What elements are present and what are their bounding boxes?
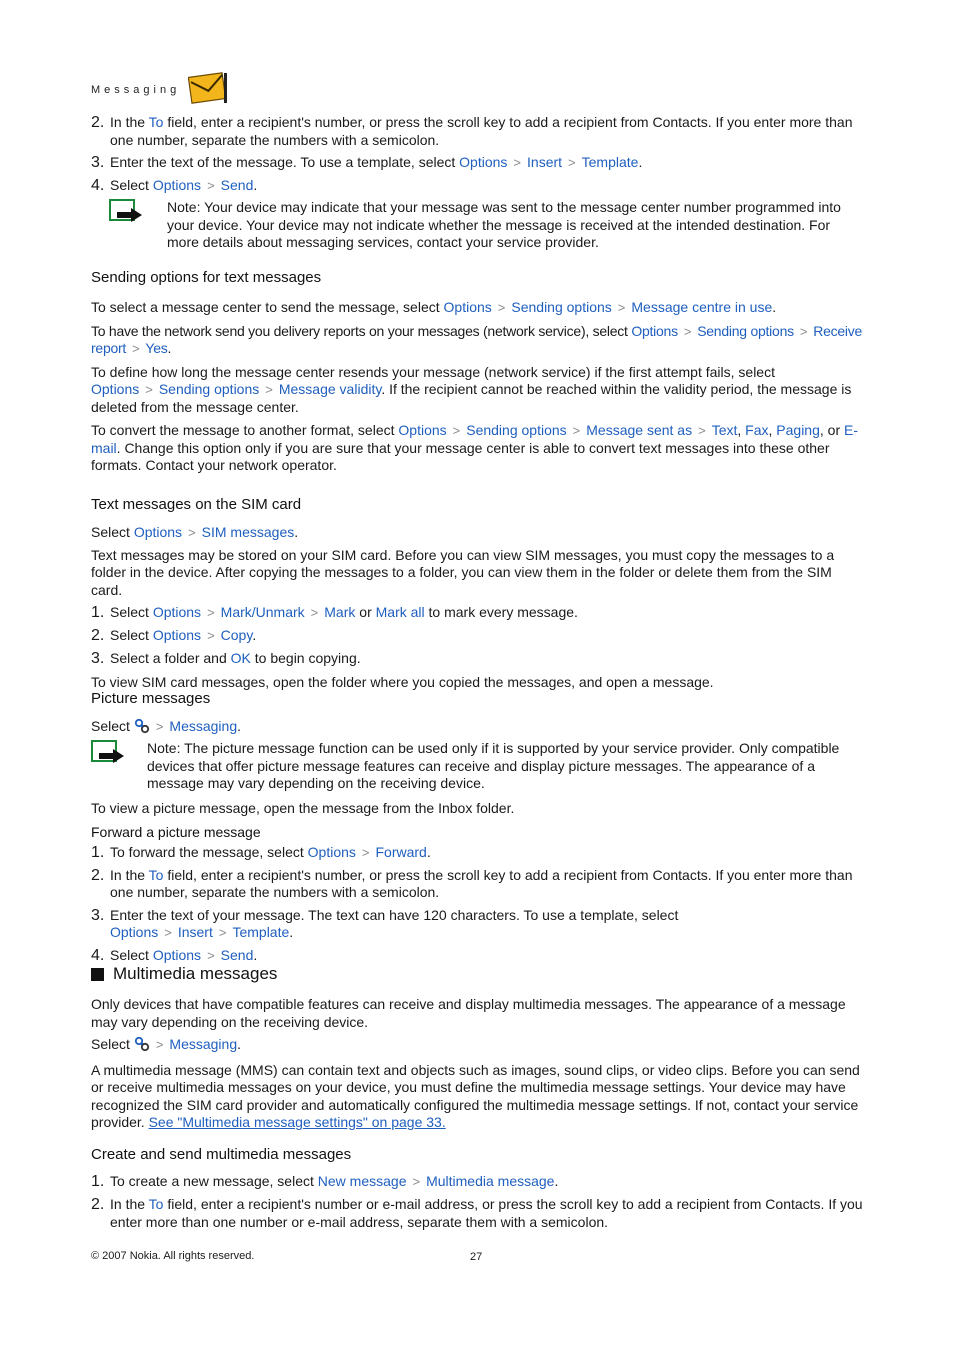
- paragraph: Select > Messaging.: [91, 1036, 864, 1057]
- menu-keyword: Options: [152, 604, 202, 620]
- paragraph: To convert the message to another format, select Options > Sending options > Message sent as > Text, Fax, Paging, or E-mail. Change this option only if you are sure that your message center is able to convert text messages into these other formats. Contact your network operator.: [91, 422, 858, 473]
- chevron-right-icon: >: [617, 300, 626, 315]
- menu-keyword: Insert: [527, 154, 563, 170]
- paragraph: To view a picture message, open the message from the Inbox folder.: [91, 800, 515, 816]
- menu-keyword: E-mail: [91, 422, 858, 456]
- subheading: Forward a picture message: [91, 823, 261, 840]
- menu-keyword: Options: [307, 843, 356, 860]
- menu-keyword: Mark: [324, 604, 356, 620]
- menu-keyword: Sending options: [158, 381, 260, 397]
- list-number: 2.: [91, 866, 105, 884]
- chevron-right-icon: >: [145, 382, 153, 397]
- menu-keyword: Options: [133, 524, 183, 540]
- menu-keyword: Message sent as: [586, 422, 693, 438]
- menu-keyword: Copy: [220, 627, 253, 643]
- list-number: 1.: [91, 843, 105, 861]
- paragraph: Text messages may be stored on your SIM card. Before you can view SIM messages, you must copy the messages to a folder in the device. After copying the messages to a folder, you can view them in the folder or delete them from the SIM card.: [91, 546, 835, 598]
- list-number: 3.: [91, 650, 105, 667]
- menu-keyword: Message centre in use: [631, 299, 773, 315]
- menu-keyword: Insert: [177, 924, 213, 940]
- list-number: 2.: [91, 114, 105, 131]
- picture-messages-text: [91, 718, 864, 739]
- note-label: Note:: [167, 199, 205, 215]
- menu-keyword: Receive report: [91, 322, 863, 356]
- list-item: 1. To forward the message, select Options > Forward.: [91, 843, 431, 861]
- chevron-right-icon: >: [155, 719, 164, 734]
- sending-options-text: [91, 299, 864, 475]
- menu-keyword: SIM messages: [201, 524, 295, 540]
- menu-keyword: Sending options: [511, 299, 612, 315]
- note-label: Note:: [147, 740, 185, 756]
- menu-keyword: Fax: [745, 422, 769, 438]
- paragraph: To have the network send you delivery reports on your messages (network service), select Options > Sending options > Receive report > Yes.: [91, 322, 863, 356]
- paragraph: To define how long the message center resends your message (network service) if the first attempt fails, select Options > Sending options > Message validity. If the recipient cannot be reached within the validity period, the message is deleted from the message center.: [91, 363, 852, 415]
- chevron-right-icon: >: [310, 605, 319, 620]
- menu-keyword: Options: [398, 422, 447, 438]
- menu-keyword: Sending options: [697, 322, 794, 339]
- list-number: 2.: [91, 1196, 105, 1213]
- section-title: Messaging: [91, 84, 181, 96]
- tools-icon: [134, 1036, 150, 1057]
- list-item: 2. Select Options > Copy.: [91, 627, 257, 644]
- chevron-right-icon: >: [207, 947, 215, 963]
- square-bullet-icon: [91, 968, 104, 981]
- chevron-right-icon: >: [513, 155, 522, 170]
- menu-keyword: New message: [317, 1173, 407, 1189]
- chevron-right-icon: >: [207, 605, 215, 620]
- tools-icon: [134, 718, 150, 739]
- chevron-right-icon: >: [799, 323, 808, 339]
- menu-keyword: Send: [220, 177, 254, 193]
- list-item: 3. Select a folder and OK to begin copying.: [91, 650, 361, 667]
- envelope-icon: [188, 71, 228, 110]
- list-number: 1.: [91, 1173, 105, 1190]
- create-mms-list: [91, 1173, 864, 1231]
- menu-keyword: Text: [711, 422, 738, 438]
- list-item: 4. Select Options > Send.: [91, 946, 258, 964]
- chevron-right-icon: >: [497, 300, 506, 315]
- menu-keyword: Mark/Unmark: [220, 604, 305, 620]
- list-number: 3.: [91, 154, 105, 171]
- paragraph: Select > Messaging.: [91, 718, 864, 739]
- menu-keyword: Message validity: [278, 381, 382, 397]
- list-number: 2.: [91, 627, 105, 644]
- chevron-right-icon: >: [132, 341, 140, 356]
- chevron-right-icon: >: [164, 925, 172, 940]
- list-item: 1. Select Options > Mark/Unmark > Mark or Mark all to mark every message.: [91, 604, 578, 621]
- chevron-right-icon: >: [265, 382, 273, 397]
- chevron-right-icon: >: [207, 178, 215, 193]
- chevron-right-icon: >: [412, 1174, 421, 1189]
- section-heading: Text messages on the SIM card: [91, 496, 302, 513]
- paragraph: To select a message center to send the message, select Options > Sending options > Message centre in use.: [91, 299, 777, 315]
- menu-keyword: Multimedia message: [426, 1173, 555, 1189]
- menu-keyword: Options: [631, 322, 678, 339]
- menu-keyword: Options: [459, 154, 508, 170]
- menu-keyword: Template: [232, 924, 290, 940]
- list-number: 4.: [91, 946, 105, 964]
- copyright: © 2007 Nokia. All rights reserved.: [91, 1250, 255, 1262]
- menu-keyword: Forward: [375, 843, 427, 860]
- menu-keyword: Options: [443, 299, 492, 315]
- sim-messages-text: [91, 524, 864, 692]
- list-item: 2. In the To field, enter a recipient's number, or press the scroll key to add a recipient from Contacts. If you enter more than one number, separate the numbers with a semicolon.: [91, 866, 853, 900]
- section-heading: Picture messages: [91, 690, 211, 707]
- heading-text: Multimedia messages: [113, 964, 278, 983]
- note-box: Note: The picture message function can be used only if it is supported by your service provider. Only compatible devices that offer picture message features can receive and display picture messages. The appearance of a message may vary depending on the receiving device.: [91, 740, 864, 793]
- paragraph: Select Options > SIM messages.: [91, 524, 299, 540]
- page-header: [91, 72, 228, 108]
- section-heading-major: [91, 964, 864, 984]
- note-box: Note: Your device may indicate that your message was sent to the message center number programmed into your device. Your device may not indicate whether the message is received at the intended destination. For more details about messaging services, contact your service provider.: [91, 199, 864, 252]
- list-item: 1. To create a new message, select New message > Multimedia message.: [91, 1173, 559, 1190]
- chevron-right-icon: >: [683, 323, 692, 339]
- steps-list-top: [91, 114, 864, 195]
- list-number: 1.: [91, 604, 105, 621]
- paragraph: Only devices that have compatible features can receive and display multimedia messages. The appearance of a message may vary depending on the receiving device.: [91, 996, 846, 1030]
- chevron-right-icon: >: [207, 628, 215, 643]
- paragraph: A multimedia message (MMS) can contain text and objects such as images, sound clips, or video clips. Before you can send or receive multimedia messages on your device, you must define the multimedia message settings. Your device may have recognized the SIM card provider and automatically configured the multimedia message settings. If not, contact your service provider. See "Multimedia message settings" on page 33.: [91, 1061, 860, 1130]
- menu-keyword: To: [148, 866, 164, 883]
- menu-keyword: Mark all: [375, 604, 425, 620]
- menu-keyword: Template: [581, 154, 639, 170]
- list-item: 4. Select Options > Send.: [91, 177, 258, 194]
- list-item: 3. Enter the text of the message. To use a template, select Options > Insert > Template.: [91, 154, 643, 171]
- chevron-right-icon: >: [452, 423, 461, 438]
- note-icon: [109, 199, 145, 252]
- multimedia-text: [91, 996, 864, 1132]
- menu-keyword: To: [148, 114, 164, 130]
- list-item: 3. Enter the text of your message. The text can have 120 characters. To use a template, select Options > Insert > Template.: [91, 906, 679, 940]
- menu-keyword: Options: [152, 946, 202, 963]
- chevron-right-icon: >: [218, 925, 227, 940]
- list-number: 3.: [91, 906, 105, 924]
- list-item: 2. In the To field, enter a recipient's number or e-mail address, or press the scroll key to add a recipient from Contacts. If you enter more than one number or e-mail address, separate them with a semicolon.: [91, 1196, 863, 1230]
- menu-keyword: Options: [152, 627, 202, 643]
- menu-keyword: To: [148, 1196, 164, 1212]
- section-heading: Sending options for text messages: [91, 269, 322, 286]
- menu-keyword: Options: [110, 924, 159, 940]
- chevron-right-icon: >: [188, 525, 196, 540]
- paragraph: To view SIM card messages, open the folder where you copied the messages, and open a message.: [91, 674, 714, 690]
- menu-keyword: Sending options: [466, 422, 567, 438]
- menu-keyword: Options: [91, 381, 140, 397]
- chevron-right-icon: >: [155, 1037, 164, 1052]
- chevron-right-icon: >: [572, 423, 581, 438]
- menu-keyword: OK: [230, 650, 251, 666]
- picture-messages-more: [91, 800, 864, 965]
- chevron-right-icon: >: [568, 155, 576, 170]
- menu-keyword: Paging: [776, 422, 820, 438]
- menu-keyword: Send: [220, 946, 254, 963]
- list-number: 4.: [91, 177, 105, 194]
- menu-keyword: Messaging: [169, 718, 238, 734]
- chevron-right-icon: >: [698, 423, 706, 438]
- page-number: 27: [470, 1251, 483, 1263]
- menu-keyword: Options: [152, 177, 202, 193]
- menu-keyword: Yes: [145, 340, 168, 356]
- note-icon: [91, 740, 127, 793]
- list-item: 2. In the To field, enter a recipient's number, or press the scroll key to add a recipient from Contacts. If you enter more than one number, separate the numbers with a semicolon.: [91, 114, 853, 148]
- settings-page-link[interactable]: See "Multimedia message settings" on page 33.: [148, 1114, 446, 1130]
- section-heading: Create and send multimedia messages: [91, 1146, 352, 1163]
- menu-keyword: Messaging: [169, 1036, 238, 1052]
- chevron-right-icon: >: [361, 844, 370, 860]
